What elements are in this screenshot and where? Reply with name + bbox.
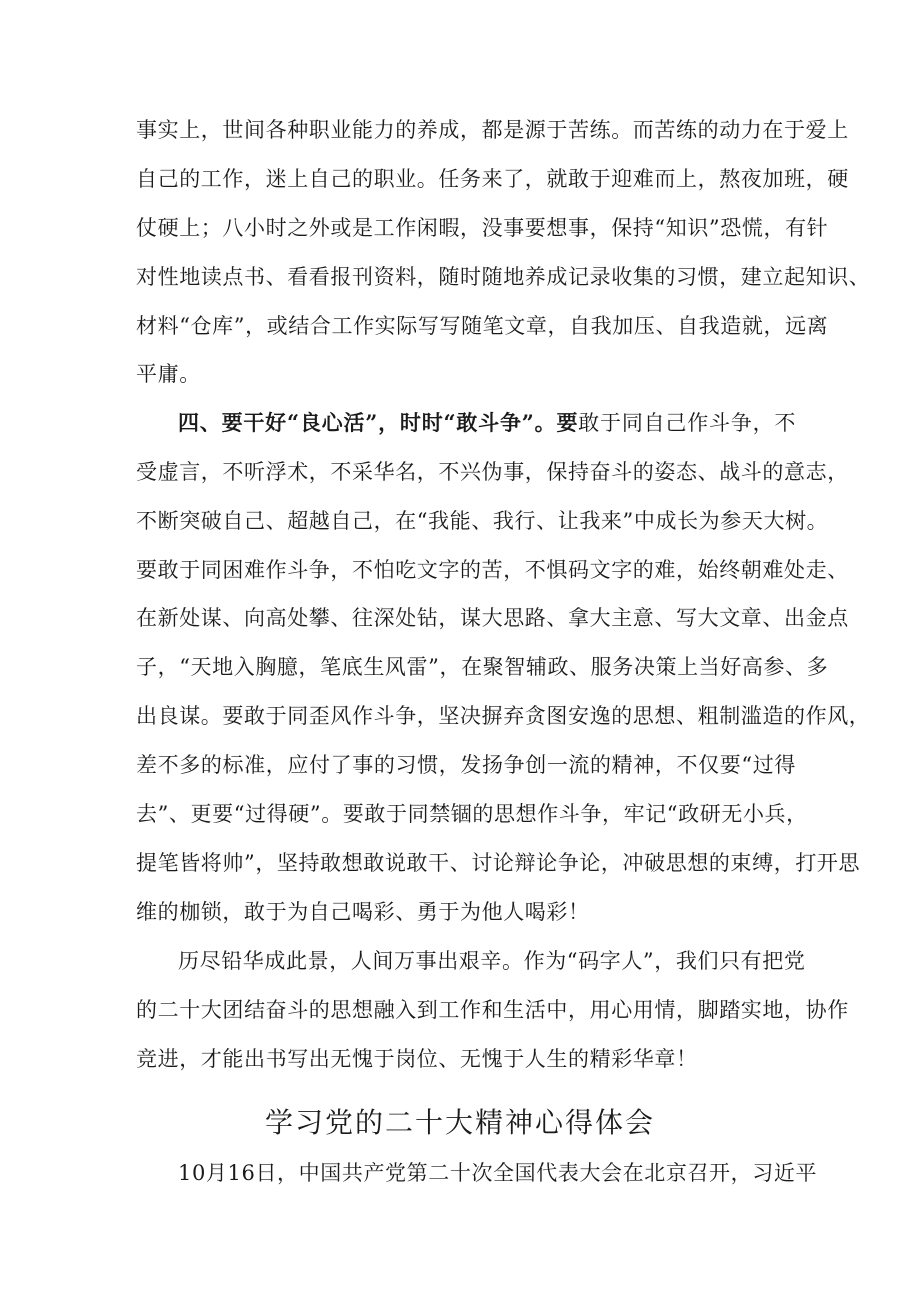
text-line: 在新处谋、向高处攀、往深处钻，谋大思路、拿大主意、写大文章、出金点 — [136, 606, 849, 630]
text-line: 对性地读点书、看看报刊资料，随时随地养成记录收集的习惯，建立起知识、 — [136, 265, 871, 289]
text-line: 仗硬上；八小时之外或是工作闲暇，没事要想事，保持“知识”恐慌，有针 — [136, 216, 829, 240]
section-heading-tail: 要 — [556, 410, 579, 435]
text-line: 出良谋。要敢于同歪风作斗争，坚决摒弃贪图安逸的思想、粗制滥造的作风， — [136, 704, 871, 728]
text-line: 竞进，才能出书写出无愧于岗位、无愧于人生的精彩华章！ — [136, 1047, 698, 1071]
text-line: 子，“天地入胸臆，笔底生风雷”，在聚智辅政、服务决策上当好高参、多 — [136, 655, 829, 679]
text-line: 提笔皆将帅”，坚持敢想敢说敢干、讨论辩论争论，冲破思想的束缚，打开思 — [136, 851, 861, 875]
text-line: 差不多的标准，应付了事的习惯，发扬争创一流的精神，不仅要“过得 — [136, 753, 796, 777]
text-line: 的二十大团结奋斗的思想融入到工作和生活中，用心用情，脚踏实地，协作 — [136, 998, 849, 1022]
text-line: 去”、更要“过得硬”。要敢于同禁锢的思想作斗争，牢记“政研无小兵， — [136, 802, 808, 826]
section-heading: 四、要干好“良心活”，时时“敢斗争”。 — [178, 410, 557, 435]
text-line: 历尽铅华成此景，人间万事出艰辛。作为“码字人”，我们只有把党 — [178, 949, 806, 973]
text-line: 要敢于同困难作斗争，不怕吃文字的苦，不惧码文字的难，始终朝难处走、 — [136, 558, 849, 582]
text-line: 自己的工作，迷上自己的职业。任务来了，就敢于迎难而上，熬夜加班，硬 — [136, 167, 849, 191]
text-line: 平庸。 — [136, 362, 201, 386]
text-line: 事实上，世间各种职业能力的养成，都是源于苦练。而苦练的动力在于爱上 — [136, 118, 849, 142]
text-line: 材料“仓库”，或结合工作实际写写随笔文章，自我加压、自我造就，远离 — [136, 314, 829, 338]
text-line: 维的枷锁，敢于为自己喝彩、勇于为他人喝彩！ — [136, 900, 590, 924]
article-title: 学习党的二十大精神心得体会 — [264, 1106, 655, 1139]
text-line: 不断突破自己、超越自己，在“我能、我行、让我来”中成长为参天大树。 — [136, 509, 829, 533]
text-line: 受虚言，不听浮术，不采华名，不兴伪事，保持奋斗的姿态、战斗的意志， — [136, 460, 849, 484]
heading-line-rest: 敢于同自己作斗争，不 — [578, 411, 796, 435]
text-line: 10月16日，中国共产党第二十次全国代表大会在北京召开，习近平 — [178, 1161, 818, 1185]
section-heading-line — [178, 410, 796, 436]
